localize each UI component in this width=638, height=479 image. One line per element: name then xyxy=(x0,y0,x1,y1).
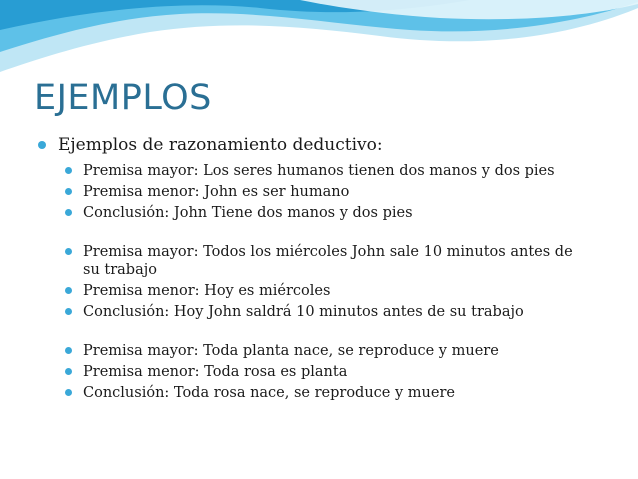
list-item xyxy=(64,183,616,201)
list-item xyxy=(64,282,616,300)
bullet-icon xyxy=(36,134,50,156)
bullet-icon xyxy=(64,282,76,300)
list-item xyxy=(64,342,616,360)
bullet-icon xyxy=(64,243,76,261)
main-bullet xyxy=(36,134,616,156)
bullet-icon xyxy=(64,363,76,381)
list-item-text: Premisa mayor: Todos los miércoles John sale 10 minutos antes de su trabajo xyxy=(83,244,573,278)
list-item xyxy=(64,162,616,180)
list-item-text: Conclusión: Hoy John saldrá 10 minutos antes de su trabajo xyxy=(83,304,524,320)
list-item-text: Premisa mayor: Toda planta nace, se reproduce y muere xyxy=(83,343,499,359)
slide-content xyxy=(36,134,616,405)
bullet-icon xyxy=(64,342,76,360)
group-spacer xyxy=(64,324,616,342)
sub-bullet-list xyxy=(64,162,616,402)
list-item xyxy=(64,384,616,402)
list-item-text: Conclusión: John Tiene dos manos y dos pies xyxy=(83,205,413,221)
bullet-icon xyxy=(64,204,76,222)
list-item-text: Conclusión: Toda rosa nace, se reproduce y muere xyxy=(83,385,455,401)
list-item-text: Premisa menor: Hoy es miércoles xyxy=(83,283,331,299)
list-item xyxy=(64,303,616,321)
header-wave-decoration xyxy=(0,0,638,80)
list-item-text: Premisa menor: Toda rosa es planta xyxy=(83,364,348,380)
main-bullet-text: Ejemplos de razonamiento deductivo: xyxy=(58,135,383,155)
slide-title: EJEMPLOS xyxy=(34,78,212,118)
list-item-text: Premisa mayor: Los seres humanos tienen dos manos y dos pies xyxy=(83,163,555,179)
list-item xyxy=(64,363,616,381)
bullet-icon xyxy=(64,183,76,201)
bullet-icon xyxy=(64,384,76,402)
list-item xyxy=(64,243,616,279)
bullet-icon xyxy=(64,303,76,321)
list-item xyxy=(64,204,616,222)
bullet-icon xyxy=(64,162,76,180)
group-spacer xyxy=(64,225,616,243)
list-item-text: Premisa menor: John es ser humano xyxy=(83,184,350,200)
